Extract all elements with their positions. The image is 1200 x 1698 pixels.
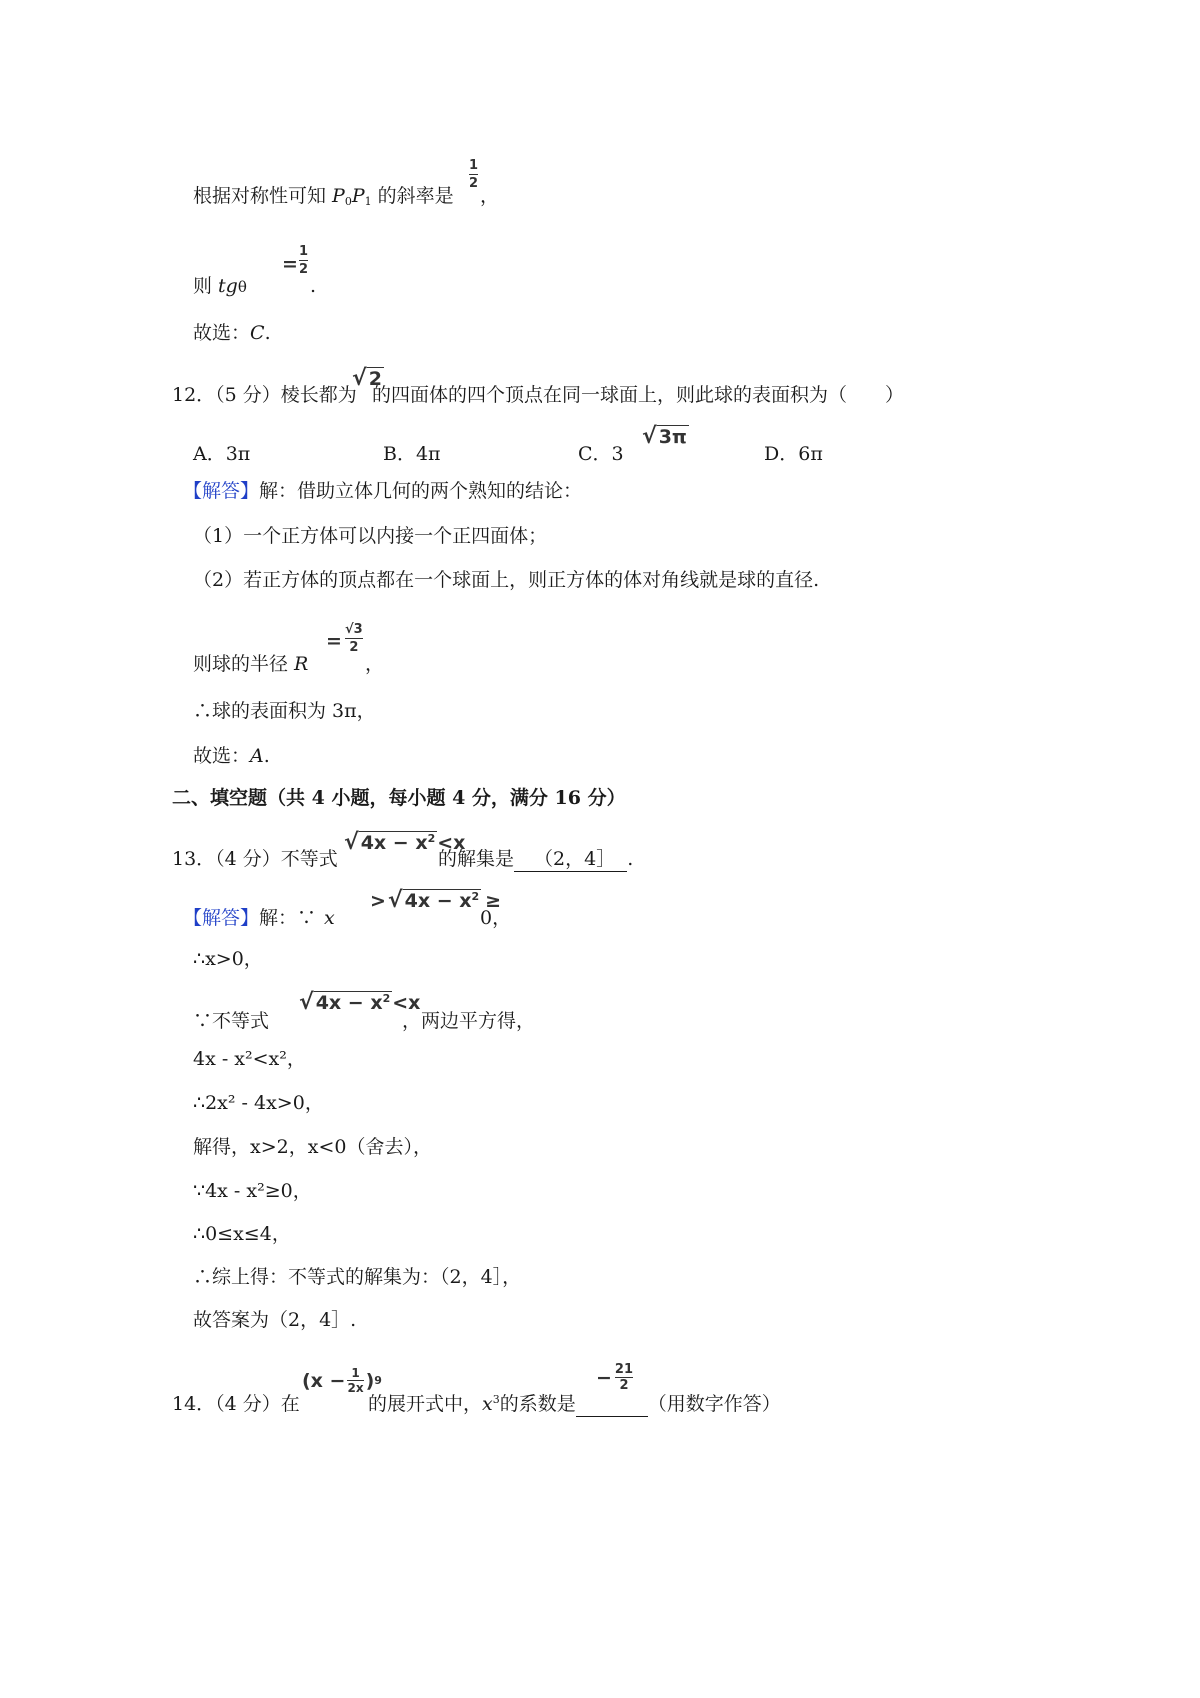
q12-option-c-expr: √ 3π: [642, 424, 687, 449]
slope-comma: ，: [480, 185, 500, 207]
q12-radius-equals: =: [326, 630, 342, 652]
q14-stem-b: 的展开式中，$x^3$的系数是 （用数字作答）: [368, 1393, 781, 1415]
q12-sqrt2: √ 2: [352, 366, 382, 391]
q12-stem-a: 12．（5 分）棱长都为: [172, 384, 357, 406]
q13-solution-expr1: >√ $4x - x^2$ ≥: [370, 888, 502, 913]
q13-solution-line1: 【解答】解：∵ x: [183, 907, 335, 929]
q12-radius-comma: ，: [365, 653, 385, 675]
q13-solution-line3a: ∵不等式: [193, 1010, 270, 1032]
q12-stem-b: 的四面体的四个顶点在同一球面上，则此球的表面积为（ ）: [372, 384, 905, 406]
q13-solution-line8: ∴0≤x≤4，: [193, 1223, 291, 1245]
section-heading: 二、填空题（共 4 小题，每小题 4 分，满分 16 分）: [172, 787, 626, 809]
q13-solution-line9: ∴综上得：不等式的解集为：（2，4］，: [193, 1266, 522, 1288]
q13-solution-line5: ∴2x² - 4x>0，: [193, 1092, 324, 1114]
q12-option-b: B．4π: [383, 443, 441, 465]
q13-solution-line10: 故答案为（2，4］.: [193, 1309, 357, 1331]
q12-option-c: C．3: [578, 443, 624, 465]
q12-solution-line5: ∴球的表面积为 3π，: [193, 700, 376, 722]
q12-solution-line6: 故选：A.: [193, 745, 270, 767]
tg-fraction-half: 1 2: [299, 244, 309, 277]
solution-tag: 【解答】: [183, 907, 260, 929]
q13-solution-line6: 解得，x>2，x<0（舍去），: [193, 1136, 432, 1158]
q14-answer: − 21 2: [596, 1362, 634, 1393]
q12-option-d: D．6π: [764, 443, 823, 465]
q12-radius-fraction: √3 2: [345, 622, 363, 655]
q13-solution-line2: ∴x>0，: [193, 948, 263, 970]
q13-inequality-expr: √ $4x - x^2 <x$: [344, 830, 466, 855]
q13-stem-b: 的解集是 （2，4］ .: [438, 848, 634, 870]
solution-tag: 【解答】: [183, 480, 260, 502]
q14-binomial-expr: (x − 1 2x ) 9: [302, 1366, 382, 1395]
q14-answer-blank: [576, 1393, 648, 1417]
q14-stem-a: 14．（4 分）在: [172, 1393, 300, 1415]
q12-solution-line3: （2）若正方体的顶点都在一个球面上，则正方体的体对角线就是球的直径.: [193, 569, 820, 591]
fraction-one-half: 1 2: [469, 158, 479, 191]
q13-solution-line4: 4x - x²<x²，: [193, 1048, 306, 1070]
q12-solution-line2: （1）一个正方体可以内接一个正四面体；: [193, 525, 548, 547]
q13-solution-expr3: √ $4x - x^2 <x$: [299, 990, 421, 1015]
tg-line: 则 tgθ: [193, 275, 247, 297]
q13-answer-blank: （2，4］: [514, 848, 627, 872]
q12-option-a: A．3π: [193, 443, 251, 465]
q12-solution-line1: 【解答】解：借助立体几何的两个熟知的结论：: [183, 480, 583, 502]
choice-c-line: 故选：C.: [193, 322, 271, 344]
q13-solution-line7: ∵4x - x²≥0，: [193, 1180, 312, 1202]
q13-solution-zero: 0，: [480, 907, 512, 929]
tg-period: .: [310, 275, 317, 297]
tg-equals: =: [282, 253, 298, 275]
q12-radius-line: 则球的半径 R: [193, 653, 309, 675]
q13-solution-line3b: ，两边平方得，: [402, 1010, 536, 1032]
slope-line: 根据对称性可知 $P_0P_1$ 的斜率是: [193, 185, 454, 208]
q13-stem-a: 13．（4 分）不等式: [172, 848, 338, 870]
